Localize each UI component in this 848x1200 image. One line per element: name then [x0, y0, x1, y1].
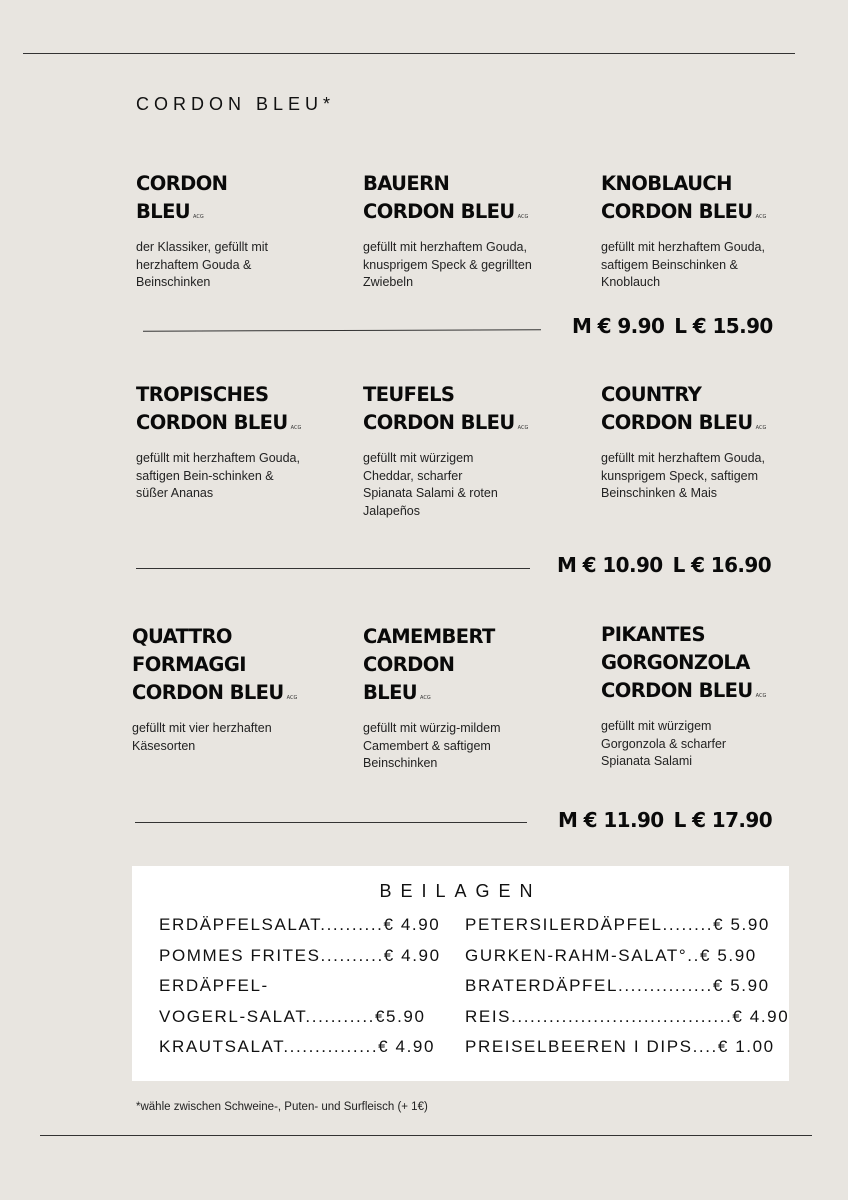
side-item: ERDÄPFELSALAT..........€ 4.90 [159, 915, 441, 934]
price-group-2: M € 10.90 L € 16.90 [557, 553, 772, 577]
price-group-3: M € 11.90 L € 17.90 [558, 808, 773, 832]
dish-description: gefüllt mit herzhaftem Gouda, kunsprigem Speck, saftigem Beinschinken & Mais [601, 451, 765, 500]
side-item: ERDÄPFEL- [159, 976, 269, 995]
allergen-code: ACG [755, 693, 767, 699]
dish-description: gefüllt mit vier herzhaften Käsesorten [132, 721, 272, 753]
allergen-code: ACG [517, 214, 529, 220]
side-item: KRAUTSALAT...............€ 4.90 [159, 1037, 436, 1056]
dish-teufels-cordon-bleu [363, 381, 563, 520]
side-item: BRATERDÄPFEL...............€ 5.90 [465, 976, 770, 995]
side-item: POMMES FRITES..........€ 4.90 [159, 945, 441, 965]
dish-description: gefüllt mit würzigem Gorgonzola & scharfer Spianata Salami [601, 719, 727, 768]
allergen-code: ACG [755, 214, 767, 220]
dish-camembert-cordon-bleu [363, 623, 563, 773]
dish-quattro-formaggi-cordon-bleu [132, 623, 332, 755]
dish-name: QUATTRO FORMAGGI CORDON BLEU ACG [132, 625, 298, 704]
allergen-code: ACG [193, 214, 204, 220]
dish-name: TEUFELS CORDON BLEU ACG [363, 383, 529, 434]
side-item: VOGERL-SALAT...........€5.90 [159, 1006, 426, 1026]
top-divider [23, 53, 795, 54]
dish-name: CORDON BLEU ACG [136, 172, 228, 223]
dish-name: PIKANTES GORGONZOLA CORDON BLEU ACG [601, 623, 767, 702]
allergen-code: ACG [755, 425, 767, 431]
allergen-code: ACG [420, 695, 431, 701]
dish-description: gefüllt mit herzhaftem Gouda, knusprigem Speck & gegrillten Zwiebeln [363, 240, 532, 289]
beilagen-right-column [465, 910, 789, 1063]
dish-description: gefüllt mit würzig-mildem Camembert & saftigem Beinschinken [363, 721, 501, 770]
dish-cordon-bleu [136, 170, 336, 292]
side-item: GURKEN-RAHM-SALAT°..€ 5.90 [465, 945, 757, 965]
price-line [135, 822, 527, 823]
price-line [143, 329, 541, 331]
allergen-code: ACG [286, 695, 298, 701]
dish-name: COUNTRY CORDON BLEU ACG [601, 383, 767, 434]
footnote: *wähle zwischen Schweine-, Puten- und Surfleisch (+ 1€) [136, 1101, 428, 1113]
dish-tropisches-cordon-bleu [136, 381, 336, 503]
beilagen-title: BEILAGEN [379, 881, 542, 901]
side-item: REIS...................................€ 4.90 [465, 1006, 790, 1026]
price-group-1: M € 9.90 L € 15.90 [572, 314, 773, 338]
allergen-code: ACG [517, 425, 529, 431]
dish-description: gefüllt mit herzhaftem Gouda, saftigem Beinschinken & Knoblauch [601, 240, 765, 289]
side-item: PETERSILERDÄPFEL........€ 5.90 [465, 915, 770, 934]
bottom-divider [40, 1135, 812, 1136]
section-title: CORDON BLEU* [136, 94, 336, 114]
price-line [136, 568, 530, 569]
dish-description: gefüllt mit herzhaftem Gouda, saftigen Bein-schinken & süßer Ananas [136, 451, 300, 500]
allergen-code: ACG [290, 425, 302, 431]
dish-pikantes-gorgonzola-cordon-bleu [601, 621, 801, 771]
beilagen-box [132, 866, 789, 1081]
side-item: PREISELBEEREN I DIPS....€ 1.00 [465, 1037, 775, 1056]
dish-bauern-cordon-bleu [363, 170, 563, 292]
dish-description: der Klassiker, gefüllt mit herzhaftem Gouda & Beinschinken [136, 240, 268, 289]
beilagen-left-column [159, 910, 441, 1063]
dish-country-cordon-bleu [601, 381, 801, 503]
dish-name: TROPISCHES CORDON BLEU ACG [136, 383, 302, 434]
dish-name: CAMEMBERT CORDON BLEU ACG [363, 625, 495, 704]
dish-name: BAUERN CORDON BLEU ACG [363, 172, 529, 223]
dish-knoblauch-cordon-bleu [601, 170, 801, 292]
dish-name: KNOBLAUCH CORDON BLEU ACG [601, 172, 767, 223]
dish-description: gefüllt mit würzigem Cheddar, scharfer Spianata Salami & roten Jalapeños [363, 451, 498, 518]
